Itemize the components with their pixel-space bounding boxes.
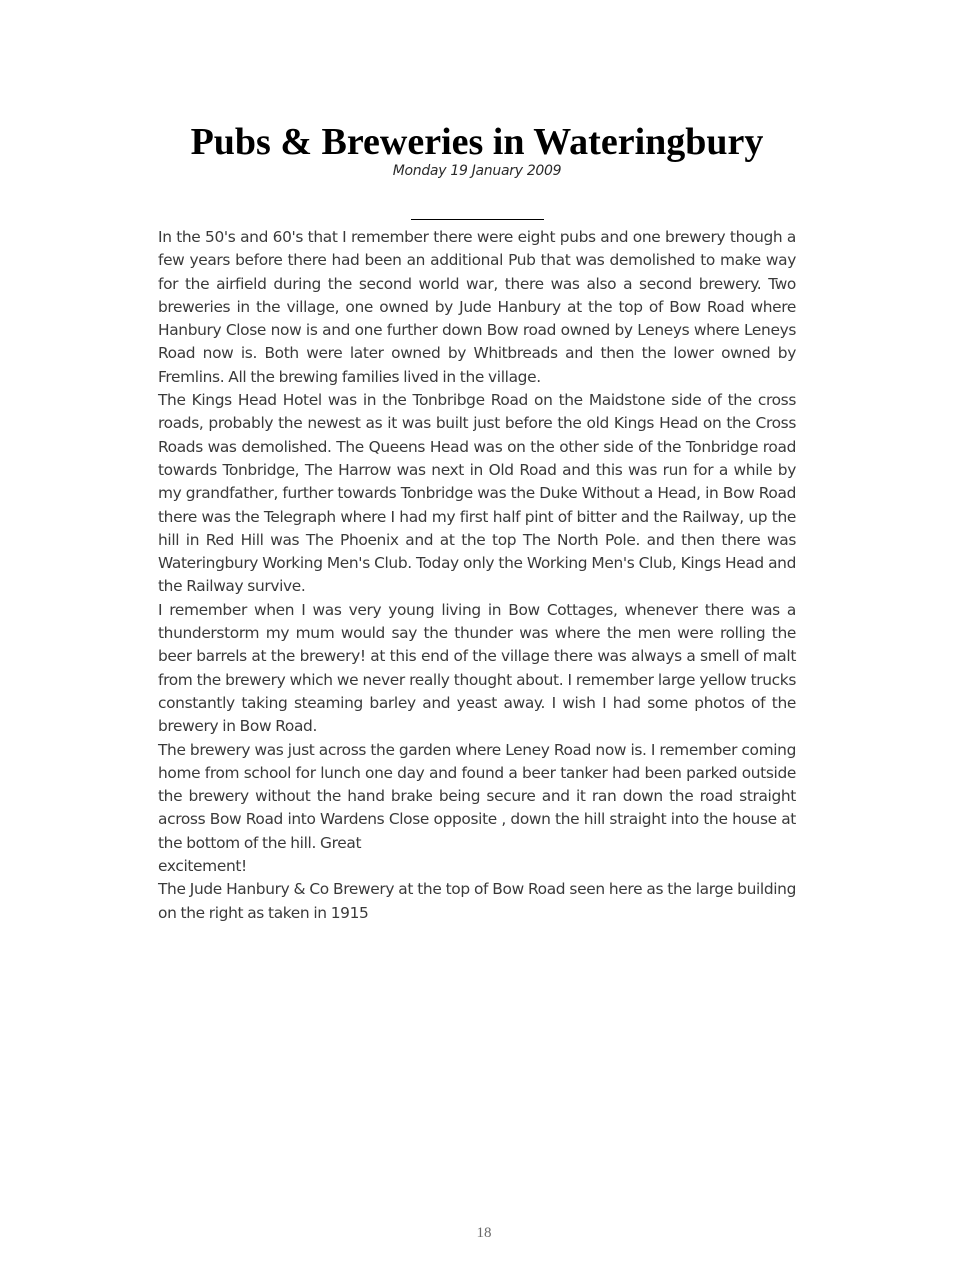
article-date: Monday 19 January 2009 — [392, 163, 562, 179]
paragraph: excitement! — [158, 857, 247, 876]
page-number: 18 — [476, 1225, 492, 1241]
paragraph: In the 50's and 60's that I remember there were eight pubs and one brewery though a few years before there had been an additional Pub that was demolished to make way for the airfield during the second world war, there was also a second brewery. Two breweries in the village, one owned by Jude Hanbury at the top of Bow Road where Hanbury Close now is and one further down Bow road owned by Leneys where Leneys Road now is. Both were later owned by Whitbreads and then the lower owned by Fremlins. All the brewing families lived in the village. — [158, 228, 796, 386]
article-body — [158, 226, 796, 925]
title-divider — [411, 219, 544, 220]
article-title: Pubs & Breweries in Wateringbury — [190, 121, 764, 163]
paragraph: The Kings Head Hotel was in the Tonbribge Road on the Maidstone side of the cross roads, probably the newest as it was built just before the old Kings Head on the Cross Roads was demolished. The Queens Head was on the other side of the Tonbridge road towards Tonbridge, The Harrow was next in Old Road and this was run for a while by my grandfather, further towards Tonbridge was the Duke Without a Head, in Bow Road there was the Telegraph where I had my first half pint of bitter and the Railway, up the hill in Red Hill was The Phoenix and at the top The North Pole. and then there was Wateringbury Working Men's Club. Today only the Working Men's Club, Kings Head and the Railway survive. — [158, 391, 796, 596]
paragraph: The brewery was just across the garden where Leney Road now is. I remember coming home from school for lunch one day and found a beer tanker had been parked outside the brewery without the hand brake being secure and it ran down the road straight across Bow Road into Wardens Close opposite , down the hill straight into the house at the bottom of the hill. Great — [158, 740, 796, 852]
paragraph: The Jude Hanbury & Co Brewery at the top of Bow Road seen here as the large building on the right as taken in 1915 — [158, 880, 796, 922]
paragraph: I remember when I was very young living in Bow Cottages, whenever there was a thunderstorm my mum would say the thunder was where the men were rolling the beer barrels at the brewery! at this end of the village there was always a smell of malt from the brewery which we never really thought about. I remember large yellow trucks constantly taking steaming barley and yeast away. I wish I had some photos of the brewery in Bow Road. — [158, 600, 796, 736]
